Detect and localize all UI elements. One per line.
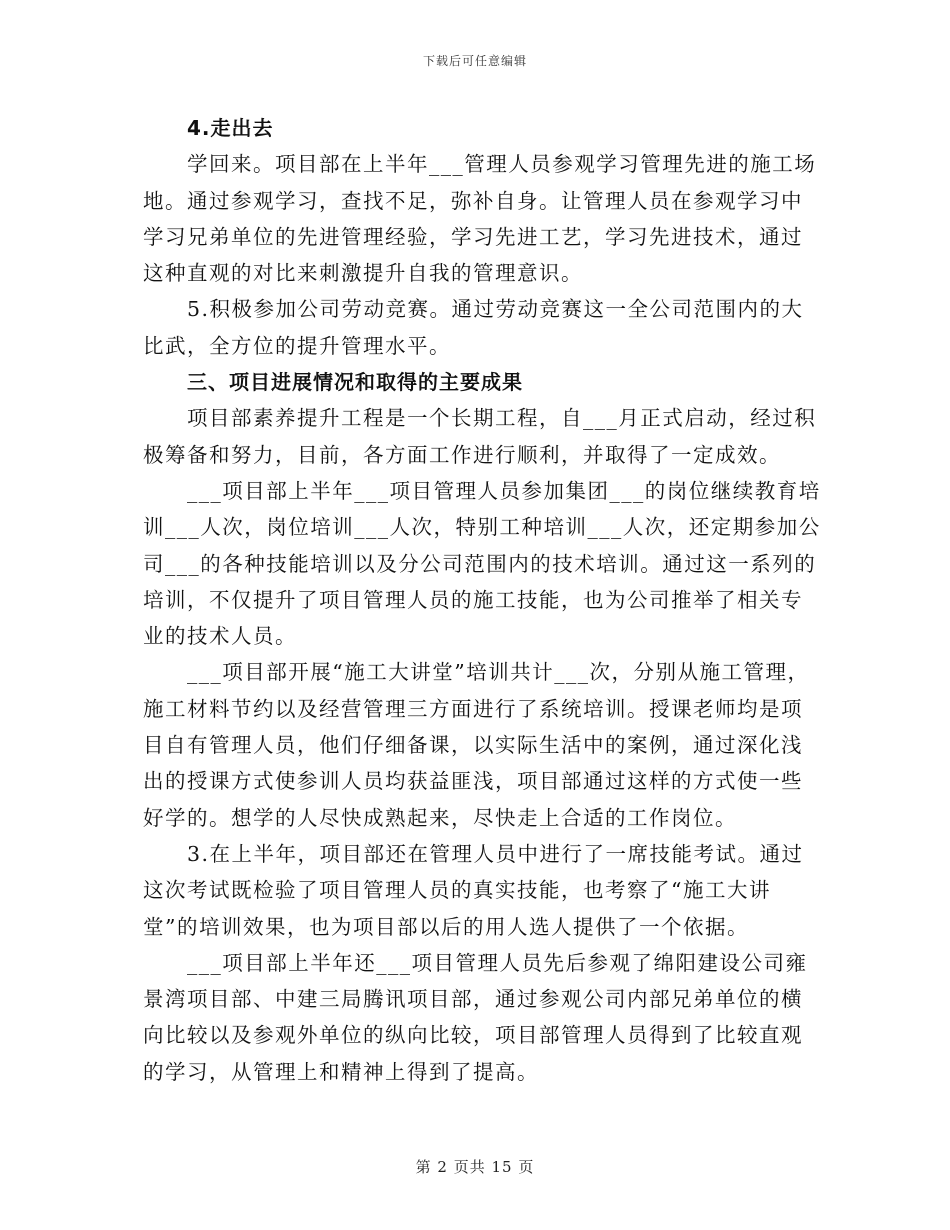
text-line: 比武，全方位的提升管理水平。 xyxy=(143,333,451,358)
text-line: 学习兄弟单位的先进管理经验，学习先进工艺，学习先进技术，通过 xyxy=(143,224,803,249)
text-line: ___项目部开展“施工大讲堂”培训共计___次，分别从施工管理， xyxy=(187,660,810,685)
document-body xyxy=(143,110,821,1090)
text-line: 目自有管理人员，他们仔细备课，以实际生活中的案例，通过深化浅 xyxy=(143,733,803,758)
text-line: 学回来。项目部在上半年___管理人员参观学习管理先进的施工场 xyxy=(187,152,817,177)
text-line: 堂”的培训效果，也为项目部以后的用人选人提供了一个依据。 xyxy=(143,914,749,939)
text-line: 3.在上半年，项目部还在管理人员中进行了一席技能考试。通过 xyxy=(187,841,804,866)
text-line: 训___人次，岗位培训___人次，特别工种培训___人次，还定期参加公 xyxy=(143,515,821,540)
section-heading: 4.走出去 xyxy=(187,116,274,140)
text-line: 好学的。想学的人尽快成熟起来，尽快走上合适的工作岗位。 xyxy=(143,805,737,830)
text-line: 向比较以及参观外单位的纵向比较，项目部管理人员得到了比较直观 xyxy=(143,1023,803,1048)
text-line: 业的技术人员。 xyxy=(143,624,297,649)
text-line: 极筹备和努力，目前，各方面工作进行顺利，并取得了一定成效。 xyxy=(143,442,781,467)
text-line: 地。通过参观学习，查找不足，弥补自身。让管理人员在参观学习中 xyxy=(143,188,803,213)
text-line: 出的授课方式使参训人员均获益匪浅，项目部通过这样的方式使一些 xyxy=(143,769,803,794)
text-line: 的学习，从管理上和精神上得到了提高。 xyxy=(143,1059,539,1084)
text-line: 5.积极参加公司劳动竞赛。通过劳动竞赛这一全公司范围内的大 xyxy=(187,297,804,322)
section-heading: 三、项目进展情况和取得的主要成果 xyxy=(187,370,523,395)
text-line: 司___的各种技能培训以及分公司范围内的技术培训。通过这一系列的 xyxy=(143,551,817,576)
text-line: 景湾项目部、中建三局腾讯项目部，通过参观公司内部兄弟单位的横 xyxy=(143,987,803,1012)
page-header: 下载后可任意编辑 xyxy=(422,54,527,68)
text-line: 这次考试既检验了项目管理人员的真实技能，也考察了“施工大讲 xyxy=(143,878,771,903)
text-line: 施工材料节约以及经营管理三方面进行了系统培训。授课老师均是项 xyxy=(143,696,803,721)
text-line: 培训，不仅提升了项目管理人员的施工技能，也为公司推举了相关专 xyxy=(143,587,803,612)
text-line: ___项目部上半年还___项目管理人员先后参观了绵阳建设公司雍 xyxy=(187,950,808,975)
text-line: 项目部素养提升工程是一个长期工程，自___月正式启动，经过积 xyxy=(187,406,817,431)
text-line: 这种直观的对比来刺激提升自我的管理意识。 xyxy=(143,261,583,286)
text-line: ___项目部上半年___项目管理人员参加集团___的岗位继续教育培 xyxy=(187,478,821,503)
page-number: 第 2 页共 15 页 xyxy=(415,1158,535,1176)
